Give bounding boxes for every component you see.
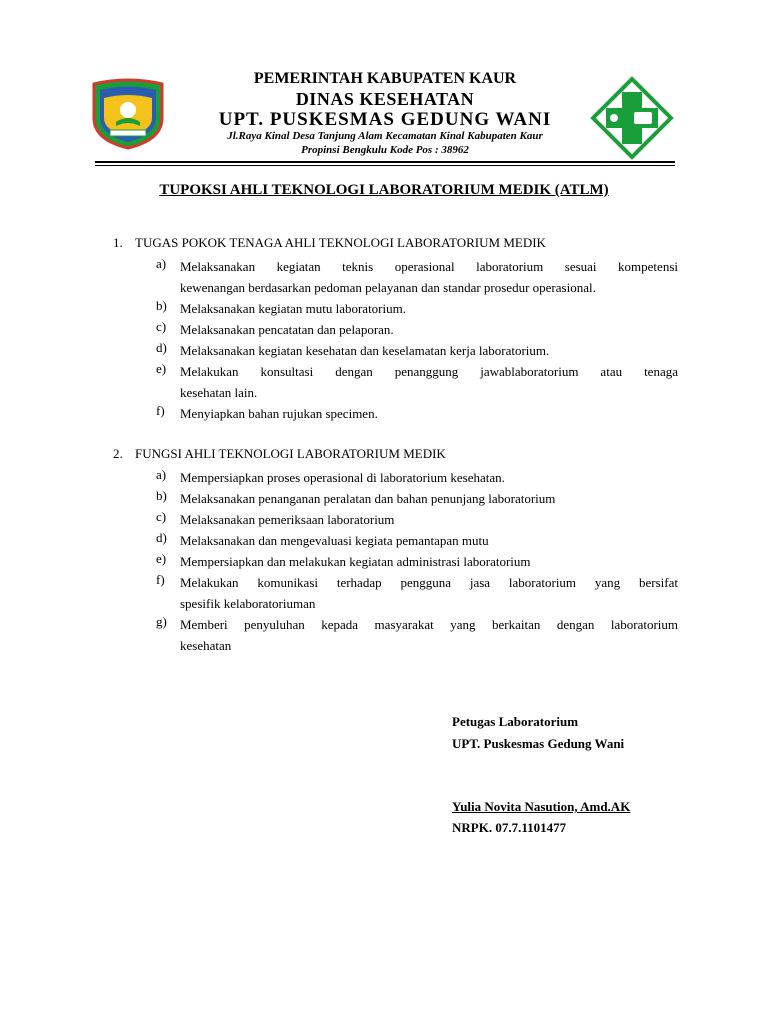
list-item-label: d) bbox=[156, 530, 167, 545]
list-item-text-continued: kewenangan berdasarkan pedoman pelayanan dan standar prosedur operasional. bbox=[180, 280, 596, 295]
list-item bbox=[156, 403, 678, 424]
document-title bbox=[0, 182, 768, 199]
kaur-regency-emblem-icon bbox=[88, 78, 168, 150]
list-item-text: Melaksanakan kegiatan kesehatan dan keselamatan kerja laboratorium. bbox=[180, 343, 550, 358]
section-number: 1. bbox=[113, 235, 123, 250]
section-number: 2. bbox=[113, 446, 123, 461]
section-heading-text: TUGAS POKOK TENAGA AHLI TEKNOLOGI LABORATORIUM MEDIK bbox=[135, 235, 546, 250]
list-item bbox=[156, 572, 678, 614]
letterhead-address-line2: Propinsi Bengkulu Kode Pos : 38962 bbox=[301, 144, 469, 156]
letterhead-rule-thin bbox=[95, 165, 675, 166]
list-item bbox=[156, 361, 678, 403]
list-item-text: Melakukan konsultasi dengan penanggung jawablaboratorium atau tenaga bbox=[180, 364, 678, 379]
list-item-label: e) bbox=[156, 551, 167, 566]
list-item-label: c) bbox=[156, 319, 167, 334]
list-item-label: a) bbox=[156, 256, 167, 271]
letterhead-government: PEMERINTAH KABUPATEN KAUR bbox=[253, 70, 517, 87]
list-item bbox=[156, 614, 678, 656]
section-heading-text: FUNGSI AHLI TEKNOLOGI LABORATORIUM MEDIK bbox=[135, 446, 446, 461]
letterhead-rule-thick bbox=[95, 161, 675, 163]
signature-nrpk: NRPK. 07.7.1101477 bbox=[452, 820, 567, 835]
list-item-label: a) bbox=[156, 467, 167, 482]
list-item-text: Melaksanakan pencatatan dan pelaporan. bbox=[180, 322, 394, 337]
letterhead-department: DINAS KESEHATAN bbox=[295, 89, 475, 109]
document-title-text: TUPOKSI AHLI TEKNOLOGI LABORATORIUM MEDIK (ATLM) bbox=[159, 182, 609, 198]
section-2-heading bbox=[113, 446, 446, 462]
list-item-text: Mempersiapkan proses operasional di laboratorium kesehatan. bbox=[180, 470, 505, 485]
section-1-heading bbox=[113, 235, 546, 251]
list-item-label: f) bbox=[156, 403, 165, 418]
list-item bbox=[156, 298, 678, 319]
list-item bbox=[156, 551, 678, 572]
list-item-text-continued: kesehatan bbox=[180, 638, 232, 653]
list-item-text: Melakukan komunikasi terhadap pengguna jasa laboratorium yang bersifat bbox=[180, 575, 678, 590]
list-item-text: Menyiapkan bahan rujukan specimen. bbox=[180, 406, 378, 421]
list-item-text: Melaksanakan pemeriksaan laboratorium bbox=[180, 512, 395, 527]
list-item-label: b) bbox=[156, 298, 167, 313]
list-item-label: c) bbox=[156, 509, 167, 524]
list-item-text-continued: spesifik kelaboratoriuman bbox=[180, 596, 316, 611]
list-item-text: Mempersiapkan dan melakukan kegiatan administrasi laboratorium bbox=[180, 554, 531, 569]
list-item-text: Melaksanakan dan mengevaluasi kegiata pemantapan mutu bbox=[180, 533, 489, 548]
list-item-text-continued: kesehatan lain. bbox=[180, 385, 258, 400]
list-item-label: g) bbox=[156, 614, 167, 629]
list-item-label: d) bbox=[156, 340, 167, 355]
list-item-label: f) bbox=[156, 572, 165, 587]
list-item bbox=[156, 467, 678, 488]
list-item-label: e) bbox=[156, 361, 167, 376]
list-item-text: Melaksanakan kegiatan teknis operasional laboratorium sesuai kompetensi bbox=[180, 259, 678, 274]
list-item bbox=[156, 319, 678, 340]
signature-institution: UPT. Puskesmas Gedung Wani bbox=[452, 736, 625, 751]
list-item bbox=[156, 509, 678, 530]
list-item-text: Memberi penyuluhan kepada masyarakat yang berkaitan dengan laboratorium bbox=[180, 617, 678, 632]
letterhead-address-line1: Jl.Raya Kinal Desa Tanjung Alam Kecamatan Kinal Kabupaten Kaur bbox=[227, 130, 543, 142]
list-item-text: Melaksanakan kegiatan mutu laboratorium. bbox=[180, 301, 406, 316]
list-item-text: Melaksanakan penanganan peralatan dan bahan penunjang laboratorium bbox=[180, 491, 556, 506]
list-item bbox=[156, 256, 678, 298]
signature-name: Yulia Novita Nasution, Amd.AK bbox=[452, 799, 631, 814]
list-item bbox=[156, 340, 678, 361]
signature-role: Petugas Laboratorium bbox=[452, 714, 579, 729]
list-item-label: b) bbox=[156, 488, 167, 503]
list-item bbox=[156, 530, 678, 551]
letterhead-institution: UPT. PUSKESMAS GEDUNG WANI bbox=[218, 109, 552, 130]
list-item bbox=[156, 488, 678, 509]
